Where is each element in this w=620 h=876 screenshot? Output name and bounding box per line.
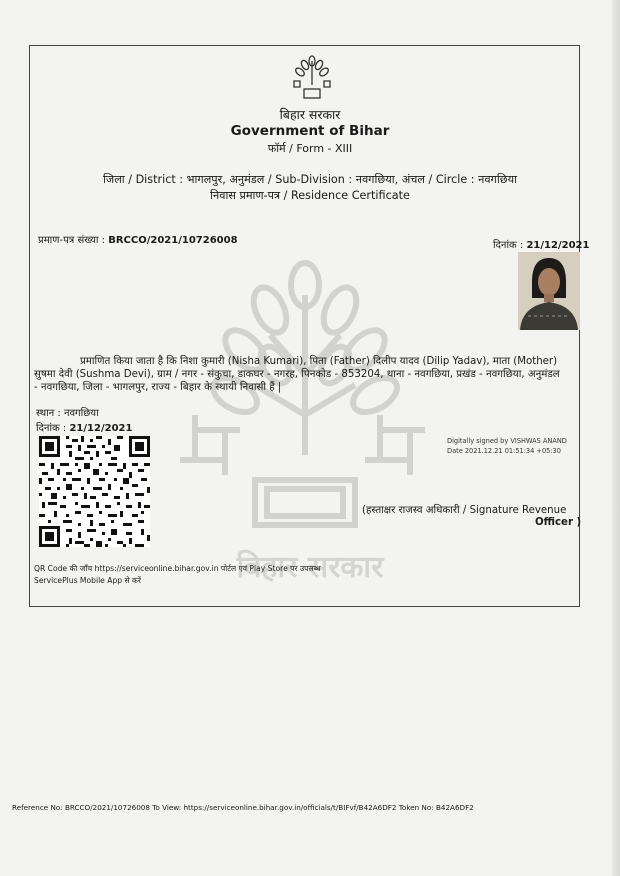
place-date: [36, 420, 132, 434]
title-hindi: बिहार सरकार: [279, 107, 341, 122]
applicant-photo: [518, 252, 580, 330]
bihar-emblem-logo: [291, 55, 333, 101]
certificate-body: [34, 355, 583, 394]
digital-signature-signed-by: Digitally signed by VISHWAS ANAND: [447, 437, 567, 445]
reference-footer: Reference No: BRCCO/2021/10726008 To View: https://serviceonline.bihar.gov.in/officials/t/BIFvf/B42A6DF2 Token No: B42A6DF2: [12, 803, 474, 812]
certificate-date: [493, 237, 589, 251]
body-line-1: प्रमाणित किया जाता है कि निशा कुमारी (Nisha Kumari), पिता (Father) दिलीप यादव (Dilip Yadav), माता (Mother): [80, 356, 558, 367]
certificate-number-label: प्रमाण-पत्र संख्या :: [38, 235, 106, 246]
bihar-emblem-watermark: [175, 255, 435, 585]
signature-label-line-1: (हस्ताक्षर राजस्व अधिकारी / Signature Revenue: [362, 505, 567, 516]
verification-qr-code[interactable]: [39, 436, 150, 547]
watermark-text: बिहार सरकार: [236, 550, 384, 585]
qr-note-line-1: QR Code की जाँच https://serviceonline.bihar.gov.in पोर्टल एवं Play Store पर उपलब्ध: [34, 564, 321, 573]
signature-label-line-2: Officer ): [535, 517, 582, 528]
title-english: Government of Bihar: [230, 123, 390, 139]
place-date-label: दिनांक :: [36, 423, 67, 434]
form-number: फॉर्म / Form - XIII: [267, 142, 353, 155]
place-of-issue: स्थान : नवगछिया: [36, 408, 99, 419]
body-line-3: - नवगछिया, जिला - भागलपुर, राज्य - बिहार के स्थायी निवासी हैं |: [34, 382, 282, 393]
certificate-number-value: BRCCO/2021/10726008: [108, 235, 238, 246]
place-date-value: 21/12/2021: [69, 423, 133, 434]
certificate-type: निवास प्रमाण-पत्र / Residence Certificate: [210, 189, 410, 202]
body-line-2: सुषमा देवी (Sushma Devi), ग्राम / नगर - संकुचा, डाकघर - नगरह, पिनकोड - 853204, थाना - नवगछिया, प्रखंड - नवगछिया, अनुमंडल: [34, 369, 560, 380]
jurisdiction-line: जिला / District : भागलपुर, अनुमंडल / Sub-Division : नवगछिया, अंचल / Circle : नवगछिया: [103, 173, 517, 186]
digital-signature-date: Date 2021.12.21 01:51:34 +05:30: [447, 447, 561, 455]
certificate-date-label: दिनांक :: [493, 240, 524, 251]
certificate-date-value: 21/12/2021: [526, 240, 590, 251]
certificate-number: [38, 232, 238, 246]
qr-note-line-2: ServicePlus Mobile App से करें: [34, 576, 141, 585]
